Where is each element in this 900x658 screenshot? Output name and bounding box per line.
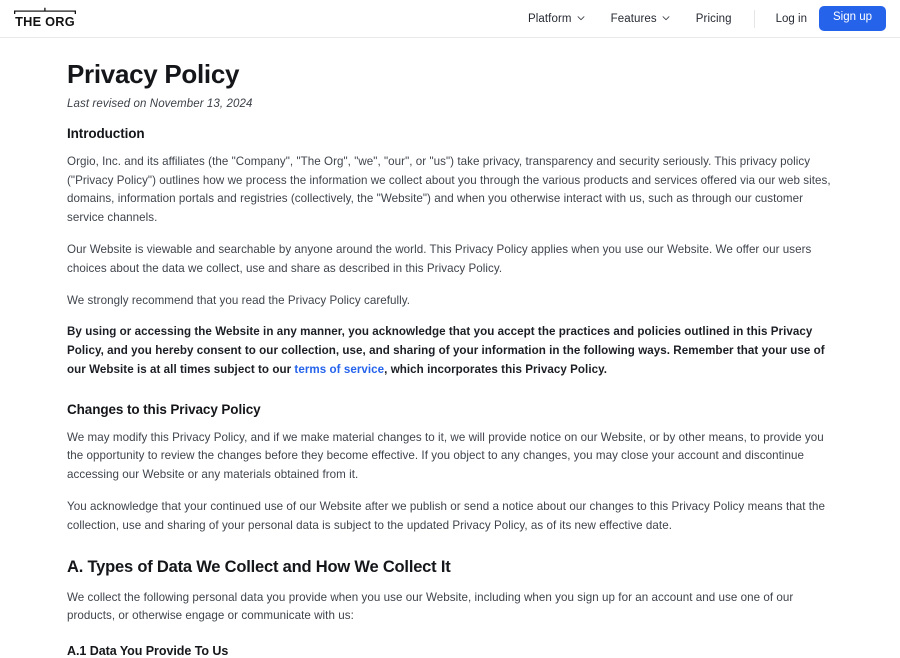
page-title: Privacy Policy (67, 59, 240, 89)
privacy-policy-page (0, 38, 900, 658)
the-org-logo[interactable] (12, 7, 78, 31)
log-in-link[interactable]: Log in (775, 12, 807, 25)
section-heading-introduction: Introduction (67, 125, 145, 141)
changes-paragraph-1: We may modify this Privacy Policy, and if we make material changes to it, we will provide notice on our Website, or by other means, to provide you the opportunity to review the changes before they become effective. If you object to any changes, you may close your account and discontinue accessing our Website or any materials obtained from it. (67, 430, 824, 482)
nav-item-platform-label: Platform (527, 12, 572, 25)
nav-item-pricing-label: Pricing (695, 12, 732, 25)
terms-of-service-link[interactable]: terms of service (294, 362, 385, 376)
section-heading-changes: Changes to this Privacy Policy (67, 401, 261, 417)
nav-item-features[interactable] (598, 13, 683, 25)
intro-paragraph-2: Our Website is viewable and searchable by anyone around the world. This Privacy Policy applies when you use our Website. We offer our users choices about the data we collect, use and share as described in this Privacy Policy. (67, 243, 812, 275)
section-heading-types-of-data: A. Types of Data We Collect and How We Collect It (67, 557, 451, 576)
intro-paragraph-1: Orgio, Inc. and its affiliates (the "Company", "The Org", "we", "our", or "us") take privacy, transparency and security seriously. This privacy policy ("Privacy Policy") outlines how we process the information we collect about you through the various products and services offered via our web sites, domains, information portals and registries (collectively, the "Website") and when you otherwise interact with us, such as through our customer service channels. (67, 154, 831, 225)
svg-text:THE ORG: THE ORG (15, 13, 75, 29)
nav-item-features-label: Features (610, 12, 657, 25)
sign-up-button[interactable]: Sign up (819, 6, 886, 31)
types-paragraph-1: We collect the following personal data you provide when you use our Website, including when you sign up for an account and use one of our products, or otherwise engage or communicate with us: (67, 590, 794, 623)
intro-paragraph-3: We strongly recommend that you read the Privacy Policy carefully. (67, 293, 411, 307)
chevron-down-icon (577, 14, 585, 22)
subsection-heading-a1: A.1 Data You Provide To Us (67, 644, 229, 658)
the-org-logo-mark (12, 7, 78, 31)
consent-paragraph-text-before: By using or accessing the Website in any manner, you acknowledge that you accept the practices and policies outlined in this Privacy Policy, and you hereby consent to our collection, use, and sharing of your information in the following ways. Remember that your use of our Website is at all times subject to our (67, 325, 825, 376)
nav-divider (754, 10, 755, 28)
site-header (0, 0, 900, 38)
nav-item-pricing[interactable] (683, 13, 745, 25)
last-revised-date: Last revised on November 13, 2024 (67, 97, 253, 110)
main-nav (515, 0, 886, 37)
chevron-down-icon (662, 14, 670, 22)
changes-paragraph-2: You acknowledge that your continued use of our Website after we publish or send a notice about our changes to this Privacy Policy means that the collection, use and sharing of your personal data is subject to the updated Privacy Policy, as of its new effective date. (67, 500, 826, 532)
consent-paragraph-text-after: , which incorporates this Privacy Policy. (384, 362, 607, 376)
consent-paragraph (67, 323, 840, 379)
nav-item-platform[interactable] (515, 13, 598, 25)
